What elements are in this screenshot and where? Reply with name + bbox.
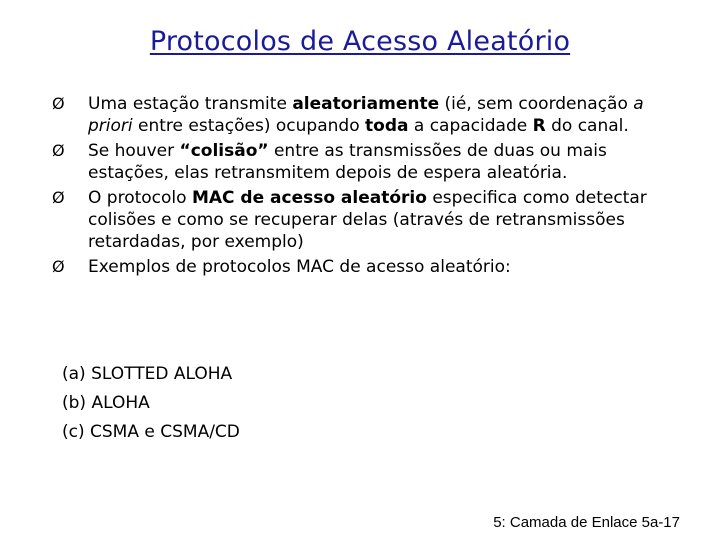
bullet-list bbox=[52, 93, 672, 281]
examples-list bbox=[62, 360, 240, 447]
text-run: do canal. bbox=[545, 116, 629, 136]
example-item: (c) CSMA e CSMA/CD bbox=[62, 422, 240, 442]
bold-text: MAC de acesso aleatório bbox=[191, 188, 427, 208]
bold-text: R bbox=[532, 116, 546, 136]
example-item: (b) ALOHA bbox=[62, 393, 150, 413]
text-run: Uma estação transmite bbox=[88, 94, 293, 114]
example-item: (a) SLOTTED ALOHA bbox=[62, 364, 233, 384]
arrow-bullet-icon: Ø bbox=[52, 257, 65, 276]
text-run: Exemplos de protocolos MAC de acesso aleatório: bbox=[88, 257, 511, 277]
text-run: (ié, sem coordenação bbox=[439, 94, 634, 114]
text-run: entre as transmissões de duas ou mais estações, elas retransmitem depois de espera aleatória. bbox=[88, 141, 607, 183]
slide-footer: 5: Camada de Enlace 5a-17 bbox=[493, 514, 680, 531]
bold-text: toda bbox=[365, 116, 409, 136]
bullet-text bbox=[88, 94, 644, 136]
arrow-bullet-icon: Ø bbox=[52, 141, 65, 160]
bullet-item-1 bbox=[52, 93, 672, 137]
arrow-bullet-icon: Ø bbox=[52, 188, 65, 207]
text-run: a capacidade bbox=[408, 116, 533, 136]
bullet-text bbox=[88, 188, 647, 252]
bold-text: aleatoriamente bbox=[292, 94, 440, 114]
arrow-bullet-icon: Ø bbox=[52, 94, 65, 113]
bullet-item-3 bbox=[52, 187, 672, 253]
italic-text: a priori bbox=[88, 94, 644, 136]
bullet-item-4 bbox=[52, 256, 672, 278]
text-run: especifica como detectar colisões e como se recuperar delas (através de retransmissões retardadas, por exemplo) bbox=[88, 188, 647, 252]
bullet-text bbox=[88, 257, 511, 277]
text-run: Se houver bbox=[88, 141, 180, 161]
bold-text: “colisão” bbox=[179, 141, 269, 161]
bullet-item-2 bbox=[52, 140, 672, 184]
bullet-text bbox=[88, 141, 607, 183]
slide-title: Protocolos de Acesso Aleatório bbox=[149, 26, 571, 57]
text-run: entre estações) ocupando bbox=[132, 116, 366, 136]
text-run: O protocolo bbox=[88, 188, 192, 208]
